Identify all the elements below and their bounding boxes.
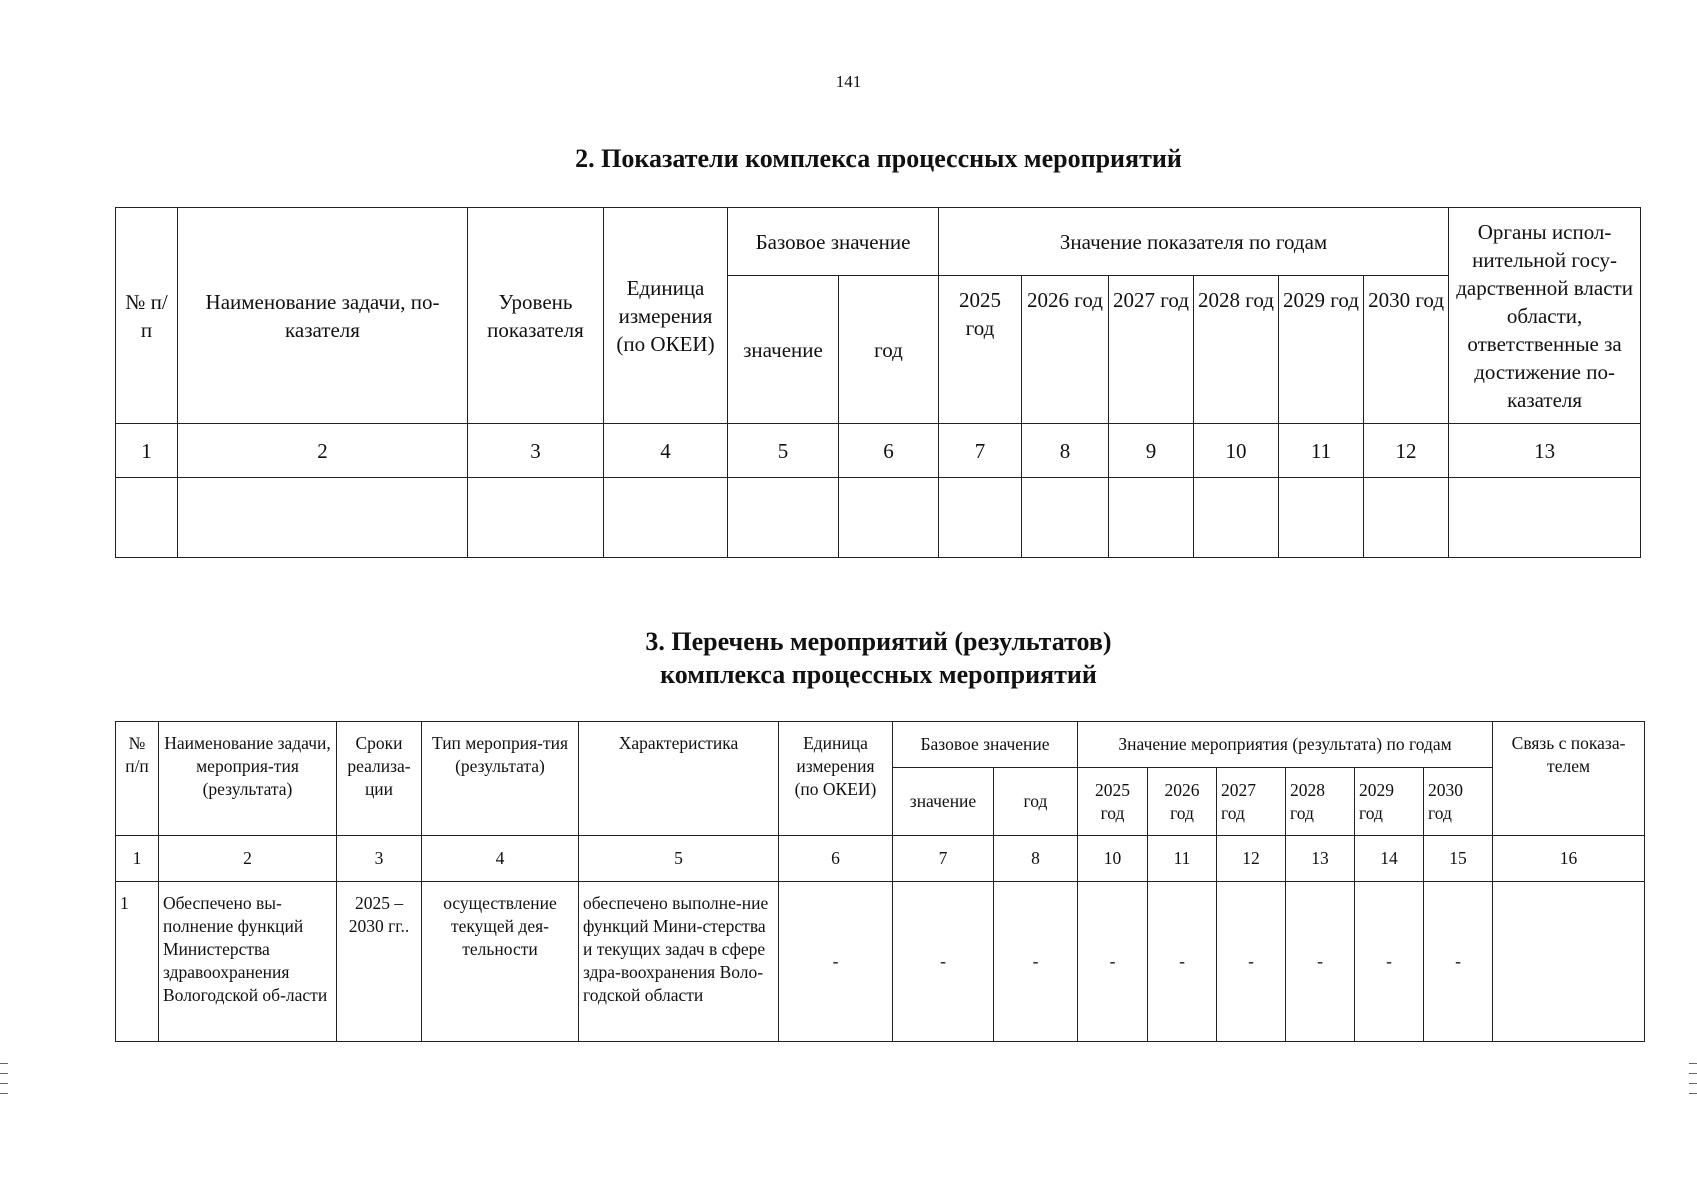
- row-characteristic: обеспечено выполне-ние функций Мини-стерства и текущих задач в сфере здра-воохранения Воло-годской области: [579, 882, 779, 1042]
- column-number: 13: [1449, 424, 1641, 478]
- column-number: 4: [604, 424, 728, 478]
- header-year: 2030 год: [1424, 768, 1493, 836]
- column-number: 11: [1148, 836, 1217, 882]
- header-by-years: Значение мероприятия (результата) по годам: [1078, 722, 1493, 768]
- header-base-year: год: [994, 768, 1078, 836]
- column-number: 5: [579, 836, 779, 882]
- column-number: 16: [1493, 836, 1645, 882]
- header-unit: Единица измерения (по ОКЕИ): [779, 722, 893, 836]
- section2-title: 2. Показатели комплекса процессных мероприятий: [575, 144, 1182, 173]
- header-base-value: значение: [728, 276, 839, 424]
- header-type: Тип мероприя-тия (результата): [422, 722, 579, 836]
- column-number: 2: [159, 836, 337, 882]
- column-number: 3: [468, 424, 604, 478]
- right-margin-marks: [1689, 1063, 1697, 1103]
- header-characteristic: Характеристика: [579, 722, 779, 836]
- section3-title-line2: комплекса процессных мероприятий: [660, 660, 1097, 689]
- header-year: 2026 год: [1148, 768, 1217, 836]
- column-number: 7: [893, 836, 994, 882]
- column-number: 12: [1217, 836, 1286, 882]
- table-row: [116, 882, 1645, 1042]
- column-number: 2: [178, 424, 468, 478]
- row-base-value: -: [893, 882, 994, 1042]
- header-level: Уровень показателя: [468, 208, 604, 424]
- header-year: 2025 год: [939, 276, 1022, 424]
- header-unit: Единица измерения (по ОКЕИ): [604, 208, 728, 424]
- row-type: осуществление текущей дея-тельности: [422, 882, 579, 1042]
- header-base: Базовое значение: [893, 722, 1078, 768]
- activities-table: [115, 721, 1645, 1042]
- section3-title: [60, 625, 1697, 691]
- header-year: 2029 год: [1355, 768, 1424, 836]
- column-number: 14: [1355, 836, 1424, 882]
- page-number: 141: [835, 72, 862, 91]
- header-year: 2028 год: [1286, 768, 1355, 836]
- row-terms: 2025 – 2030 гг..: [337, 882, 422, 1042]
- row-name: Обеспечено вы-полнение функций Министерства здравоохранения Вологодской об-ласти: [159, 882, 337, 1042]
- header-year: 2027 год: [1217, 768, 1286, 836]
- row-year-value: -: [1078, 882, 1148, 1042]
- column-number: 1: [116, 836, 159, 882]
- header-year: 2028 год: [1194, 276, 1279, 424]
- header-year: 2025 год: [1078, 768, 1148, 836]
- header-terms: Сроки реализа-ции: [337, 722, 422, 836]
- row-year-value: -: [1424, 882, 1493, 1042]
- row-year-value: -: [1286, 882, 1355, 1042]
- row-year-value: -: [1217, 882, 1286, 1042]
- column-number: 8: [1022, 424, 1109, 478]
- row-num: 1: [116, 882, 159, 1042]
- column-number: 9: [1109, 424, 1194, 478]
- column-number: 15: [1424, 836, 1493, 882]
- column-number: 1: [116, 424, 178, 478]
- header-base-year: год: [839, 276, 939, 424]
- column-number: 8: [994, 836, 1078, 882]
- header-base-value: значение: [893, 768, 994, 836]
- header-year: 2029 год: [1279, 276, 1364, 424]
- column-number: 7: [939, 424, 1022, 478]
- header-name: Наименование задачи, мероприя-тия (результата): [159, 722, 337, 836]
- row-year-value: -: [1355, 882, 1424, 1042]
- row-year-value: -: [1148, 882, 1217, 1042]
- column-number: 10: [1194, 424, 1279, 478]
- section3-title-line1: 3. Перечень мероприятий (результатов): [645, 627, 1112, 656]
- empty-row: [116, 478, 1641, 558]
- header-num: № п/п: [116, 722, 159, 836]
- row-unit: -: [779, 882, 893, 1042]
- left-margin-marks: [0, 1063, 8, 1103]
- column-number: 10: [1078, 836, 1148, 882]
- column-number: 3: [337, 836, 422, 882]
- header-year: 2026 год: [1022, 276, 1109, 424]
- column-number: 4: [422, 836, 579, 882]
- indicators-table: [115, 207, 1641, 558]
- row-base-year: -: [994, 882, 1078, 1042]
- header-organs: Органы испол-нительной госу-дарственной власти области, ответственные за достижение по-казателя: [1449, 208, 1641, 424]
- column-number: 11: [1279, 424, 1364, 478]
- header-year: 2027 год: [1109, 276, 1194, 424]
- column-number: 6: [839, 424, 939, 478]
- header-link: Связь с показа-телем: [1493, 722, 1645, 836]
- column-number: 6: [779, 836, 893, 882]
- column-number: 12: [1364, 424, 1449, 478]
- header-name: Наименование задачи, по-казателя: [178, 208, 468, 424]
- header-num: № п/п: [116, 208, 178, 424]
- header-base: Базовое значение: [728, 208, 939, 276]
- header-by-years: Значение показателя по годам: [939, 208, 1449, 276]
- column-number: 5: [728, 424, 839, 478]
- header-year: 2030 год: [1364, 276, 1449, 424]
- column-number: 13: [1286, 836, 1355, 882]
- row-link: [1493, 882, 1645, 1042]
